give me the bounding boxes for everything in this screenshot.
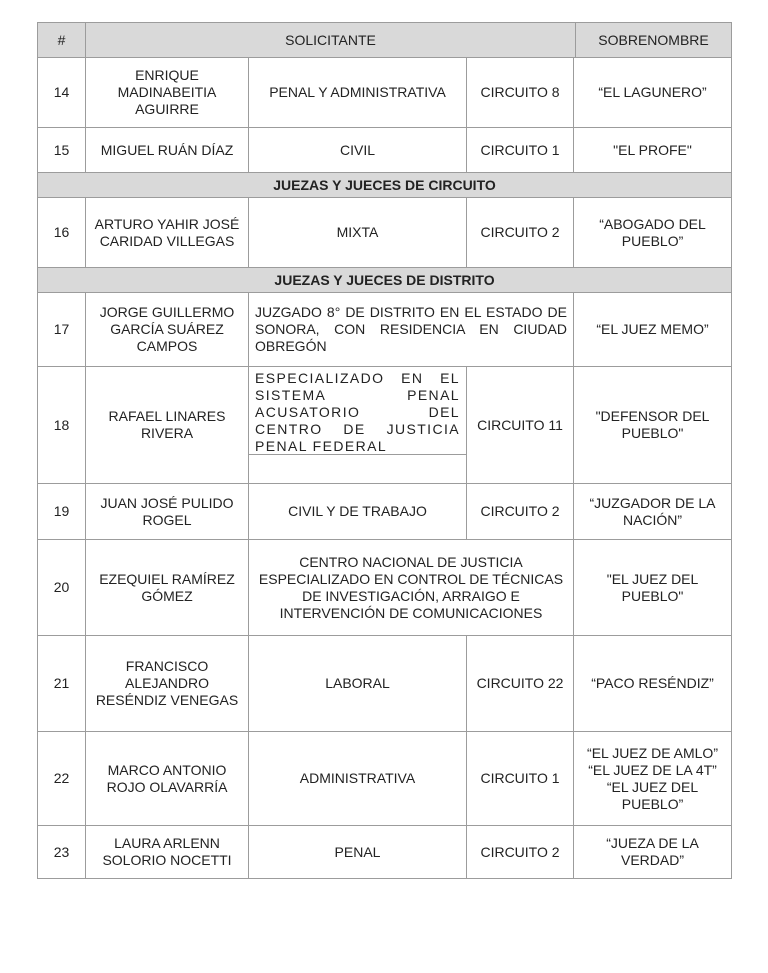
section-header-distrito bbox=[38, 268, 732, 293]
section-title: JUEZAS Y JUECES DE DISTRITO bbox=[38, 268, 732, 293]
row-name: JUAN JOSÉ PULIDO ROGEL bbox=[86, 484, 249, 540]
row-circuit: CIRCUITO 2 bbox=[467, 484, 574, 540]
row-name: ENRIQUE MADINABEITIA AGUIRRE bbox=[86, 58, 249, 128]
row-name: FRANCISCO ALEJANDRO RESÉNDIZ VENEGAS bbox=[86, 636, 249, 732]
row-circuit: CIRCUITO 11 bbox=[467, 367, 574, 484]
row-name: MIGUEL RUÁN DÍAZ bbox=[86, 128, 249, 173]
table-row bbox=[38, 58, 732, 128]
table-row bbox=[38, 732, 732, 826]
table-row bbox=[38, 484, 732, 540]
row-nickname: “EL JUEZ MEMO” bbox=[574, 293, 732, 367]
table-row bbox=[38, 198, 732, 268]
row-area: PENAL Y ADMINISTRATIVA bbox=[249, 58, 467, 128]
row-area: LABORAL bbox=[249, 636, 467, 732]
row-area: CIVIL Y DE TRABAJO bbox=[249, 484, 467, 540]
row-area: CIVIL bbox=[249, 128, 467, 173]
row-area-cell bbox=[249, 367, 467, 484]
row-nickname: "EL JUEZ DEL PUEBLO" bbox=[574, 540, 732, 636]
section-title: JUEZAS Y JUECES DE CIRCUITO bbox=[38, 173, 732, 198]
row-area: ADMINISTRATIVA bbox=[249, 732, 467, 826]
row-nickname: "DEFENSOR DEL PUEBLO" bbox=[574, 367, 732, 484]
row-nickname: “JUEZA DE LA VERDAD” bbox=[574, 826, 732, 879]
row-num: 20 bbox=[38, 540, 86, 636]
row-name: JORGE GUILLERMO GARCÍA SUÁREZ CAMPOS bbox=[86, 293, 249, 367]
row-name: ARTURO YAHIR JOSÉ CARIDAD VILLEGAS bbox=[86, 198, 249, 268]
row-name: RAFAEL LINARES RIVERA bbox=[86, 367, 249, 484]
row-circuit: CIRCUITO 2 bbox=[467, 826, 574, 879]
row-circuit: CIRCUITO 2 bbox=[467, 198, 574, 268]
row-num: 21 bbox=[38, 636, 86, 732]
judges-table bbox=[37, 22, 732, 879]
header-solicitante-cell bbox=[86, 23, 732, 58]
row-num: 14 bbox=[38, 58, 86, 128]
row-nickname: “EL LAGUNERO” bbox=[574, 58, 732, 128]
table-row bbox=[38, 540, 732, 636]
table-row bbox=[38, 128, 732, 173]
row-num: 17 bbox=[38, 293, 86, 367]
row-circuit: CIRCUITO 1 bbox=[467, 732, 574, 826]
table-row bbox=[38, 826, 732, 879]
row-area: JUZGADO 8° DE DISTRITO EN EL ESTADO DE SONORA, CON RESIDENCIA EN CIUDAD OBREGÓN bbox=[249, 293, 574, 367]
row-name: LAURA ARLENN SOLORIO NOCETTI bbox=[86, 826, 249, 879]
row-num: 19 bbox=[38, 484, 86, 540]
header-solicitante: SOLICITANTE bbox=[86, 23, 576, 57]
row-num: 16 bbox=[38, 198, 86, 268]
row-num: 22 bbox=[38, 732, 86, 826]
table-header-row bbox=[38, 23, 732, 58]
nickname-line: “EL JUEZ DEL PUEBLO” bbox=[606, 778, 699, 812]
row-area: PENAL bbox=[249, 826, 467, 879]
row-num: 15 bbox=[38, 128, 86, 173]
nickname-line: “EL JUEZ DE LA 4T” bbox=[588, 761, 717, 778]
row-nickname: "EL PROFE" bbox=[574, 128, 732, 173]
header-sobrenombre: SOBRENOMBRE bbox=[598, 31, 709, 48]
row-nickname: “ABOGADO DEL PUEBLO” bbox=[574, 198, 732, 268]
row-area: ESPECIALIZADO EN EL SISTEMA PENAL ACUSATORIO DEL CENTRO DE JUSTICIA PENAL FEDERAL bbox=[249, 367, 466, 455]
header-num: # bbox=[38, 23, 86, 58]
row-num: 18 bbox=[38, 367, 86, 484]
row-circuit: CIRCUITO 1 bbox=[467, 128, 574, 173]
table-row bbox=[38, 367, 732, 484]
row-circuit: CIRCUITO 8 bbox=[467, 58, 574, 128]
table-row bbox=[38, 636, 732, 732]
table-row bbox=[38, 293, 732, 367]
row-nickname-cell bbox=[574, 732, 732, 826]
row-name: MARCO ANTONIO ROJO OLAVARRÍA bbox=[86, 732, 249, 826]
row-num: 23 bbox=[38, 826, 86, 879]
row-area: CENTRO NACIONAL DE JUSTICIA ESPECIALIZADO EN CONTROL DE TÉCNICAS DE INVESTIGACIÓN, ARRAIGO E INTERVENCIÓN DE COMUNICACIONES bbox=[249, 540, 574, 636]
nickname-line: “EL JUEZ DE AMLO” bbox=[587, 744, 718, 761]
row-nickname: “PACO RESÉNDIZ” bbox=[574, 636, 732, 732]
row-area: MIXTA bbox=[249, 198, 467, 268]
row-name: EZEQUIEL RAMÍREZ GÓMEZ bbox=[86, 540, 249, 636]
row-circuit: CIRCUITO 22 bbox=[467, 636, 574, 732]
section-header-circuito bbox=[38, 173, 732, 198]
row-nickname: “JUZGADOR DE LA NACIÓN” bbox=[574, 484, 732, 540]
